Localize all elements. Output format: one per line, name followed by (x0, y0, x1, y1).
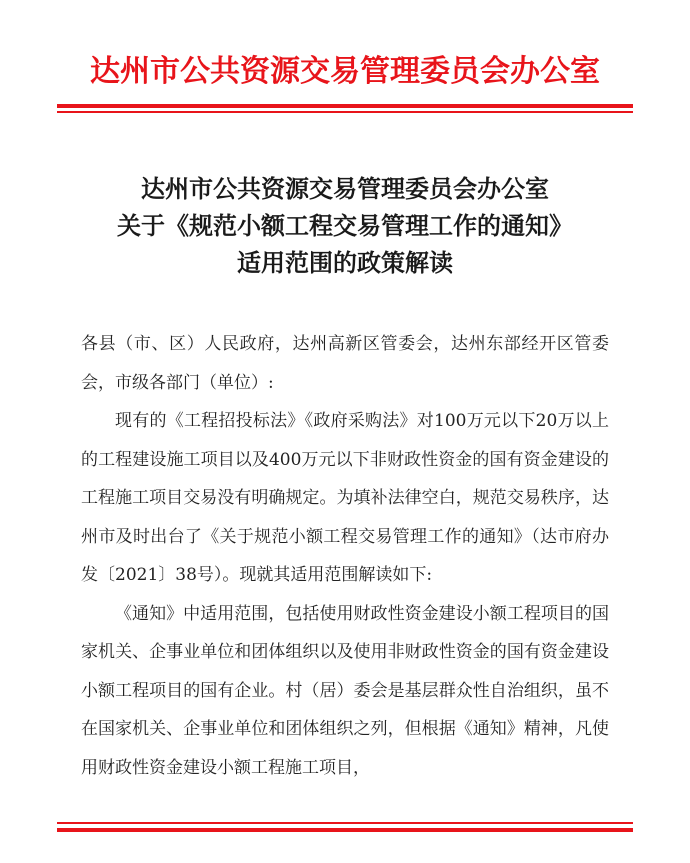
letterhead-rule-thin (57, 111, 633, 113)
document-title (0, 170, 690, 281)
letterhead-rule-thick (57, 104, 633, 108)
letterhead-org-name: 达州市公共资源交易管理委员会办公室 (90, 54, 600, 89)
body-paragraph-1: 现有的《工程招投标法》《政府采购法》对100万元以下20万以上的工程建设施工项目以及400万元以下非财政性资金的国有资金建设的工程施工项目交易没有明确规定。为填补法律空白，规范交易秩序，达州市及时出台了《关于规范小额工程交易管理工作的通知》（达市府办发〔2021〕38号）。现就其适用范围解读如下: (81, 411, 609, 585)
title-line-1: 达州市公共资源交易管理委员会办公室 (141, 174, 549, 203)
body-paragraph-2: 《通知》中适用范围，包括使用财政性资金建设小额工程项目的国家机关、企事业单位和团体组织以及使用非财政性资金的国有资金建设小额工程项目的国有企业。村（居）委会是基层群众性自治组织，虽不在国家机关、企事业单位和团体组织之列，但根据《通知》精神，凡使用财政性资金建设小额工程施工项目， (81, 603, 609, 778)
title-line-2: 关于《规范小额工程交易管理工作的通知》 (117, 211, 573, 240)
salutation: 各县（市、区）人民政府，达州高新区管委会，达州东部经开区管委会，市级各部门（单位）: (81, 334, 609, 393)
document-body (81, 325, 609, 787)
footer-rule-thick (57, 828, 633, 832)
title-line-3: 适用范围的政策解读 (237, 248, 453, 277)
footer-rule-thin (57, 822, 633, 824)
